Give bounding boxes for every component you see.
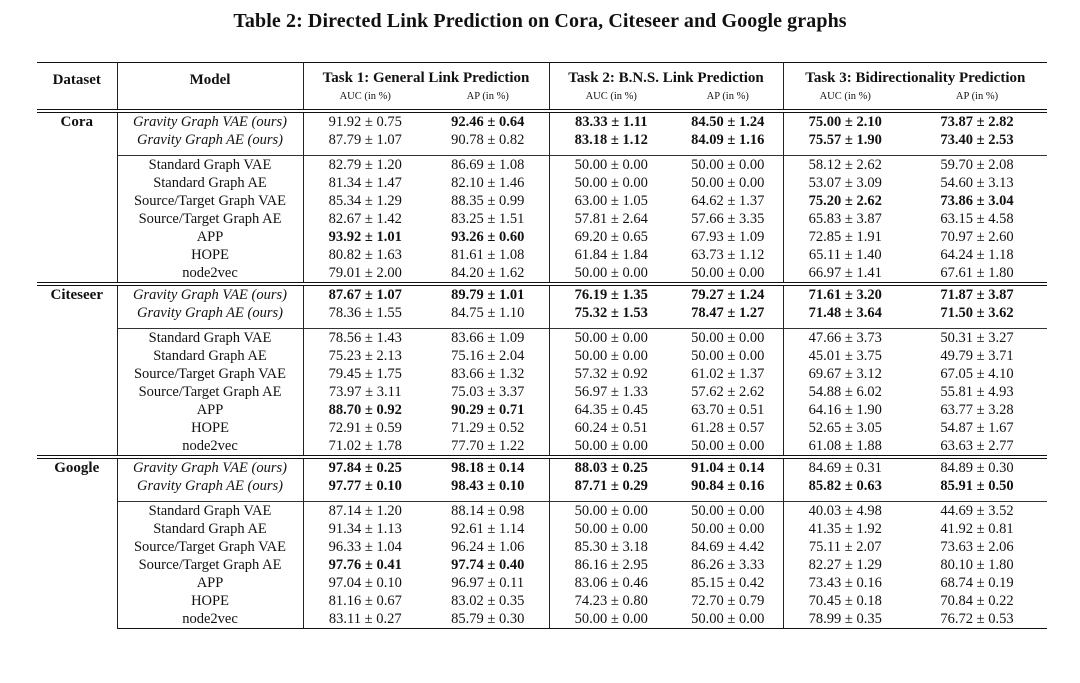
metric-cell: 64.24 ± 1.18 (940, 247, 1014, 263)
metric-cell: 49.79 ± 3.71 (940, 348, 1014, 364)
model-name: Source/Target Graph VAE (117, 538, 303, 556)
table-row (37, 329, 1047, 348)
metric-cell: 63.63 ± 2.77 (940, 438, 1014, 454)
metric-cell: 85.79 ± 0.30 (427, 610, 549, 629)
model-name: Standard Graph VAE (117, 329, 303, 348)
model-name: Standard Graph AE (117, 174, 303, 192)
metric-cell: 80.82 ± 1.63 (328, 247, 402, 263)
metric-cell: 50.00 ± 0.00 (673, 174, 783, 192)
metric-cell: 50.00 ± 0.00 (549, 329, 673, 348)
model-name: node2vec (117, 264, 303, 284)
model-name: Source/Target Graph VAE (117, 192, 303, 210)
table-row (37, 210, 1047, 228)
metric-cell: 50.00 ± 0.00 (673, 520, 783, 538)
results-body (37, 111, 1047, 629)
metric-cell: 97.04 ± 0.10 (328, 575, 402, 591)
model-name: APP (117, 574, 303, 592)
metric-cell: 87.79 ± 1.07 (328, 132, 402, 148)
metric-cell: 63.15 ± 4.58 (940, 211, 1014, 227)
metric-cell: 69.67 ± 3.12 (808, 366, 882, 382)
metric-cell: 53.07 ± 3.09 (808, 175, 882, 191)
metric-cell: 78.56 ± 1.43 (303, 329, 427, 348)
metric-cell: 83.06 ± 0.46 (574, 575, 648, 591)
metric-cell: 63.00 ± 1.05 (574, 193, 648, 209)
metric-cell: 57.81 ± 2.64 (574, 211, 648, 227)
task2-auc-header: AUC (in %) (585, 91, 637, 102)
metric-cell: 88.70 ± 0.92 (328, 402, 402, 418)
metric-cell: 92.61 ± 1.14 (427, 520, 549, 538)
model-name: Gravity Graph AE (ours) (117, 304, 303, 322)
table-row (37, 347, 1047, 365)
metric-cell: 87.67 ± 1.07 (303, 284, 427, 304)
metric-cell: 80.10 ± 1.80 (940, 557, 1014, 573)
metric-cell: 97.76 ± 0.41 (328, 557, 402, 573)
table-row (37, 174, 1047, 192)
metric-cell: 90.84 ± 0.16 (673, 477, 783, 495)
metric-cell: 72.85 ± 1.91 (808, 229, 882, 245)
metric-cell: 97.74 ± 0.40 (427, 556, 549, 574)
metric-cell: 84.75 ± 1.10 (427, 304, 549, 322)
metric-cell: 83.11 ± 0.27 (303, 610, 427, 629)
metric-cell: 73.87 ± 2.82 (907, 111, 1047, 131)
metric-cell: 50.00 ± 0.00 (574, 175, 648, 191)
metric-cell: 50.00 ± 0.00 (574, 521, 648, 537)
metric-cell: 57.62 ± 2.62 (673, 383, 783, 401)
model-name: Standard Graph AE (117, 520, 303, 538)
metric-cell: 50.00 ± 0.00 (673, 329, 783, 348)
metric-cell: 91.34 ± 1.13 (328, 521, 402, 537)
metric-cell: 89.79 ± 1.01 (427, 284, 549, 304)
metric-cell: 70.97 ± 2.60 (940, 229, 1014, 245)
table-row (37, 610, 1047, 629)
task2-header: Task 2: B.N.S. Link Prediction (549, 63, 783, 90)
metric-cell: 50.00 ± 0.00 (574, 348, 648, 364)
header-row-tasks (37, 63, 1047, 90)
metric-cell: 52.65 ± 3.05 (808, 420, 882, 436)
metric-cell: 63.77 ± 3.28 (940, 402, 1014, 418)
metric-cell: 82.10 ± 1.46 (427, 174, 549, 192)
metric-cell: 79.01 ± 2.00 (328, 265, 402, 281)
metric-cell: 90.78 ± 0.82 (427, 131, 549, 149)
dataset-name: Google (37, 457, 117, 629)
table-row (37, 111, 1047, 131)
metric-cell: 96.24 ± 1.06 (427, 538, 549, 556)
model-name: Standard Graph VAE (117, 502, 303, 521)
metric-cell: 54.88 ± 6.02 (808, 384, 882, 400)
model-name: Gravity Graph VAE (ours) (117, 111, 303, 131)
metric-cell: 84.69 ± 0.31 (783, 457, 907, 477)
metric-cell: 83.18 ± 1.12 (574, 132, 648, 148)
metric-cell: 71.61 ± 3.20 (783, 284, 907, 304)
metric-cell: 76.19 ± 1.35 (549, 284, 673, 304)
metric-cell: 56.97 ± 1.33 (574, 384, 648, 400)
metric-cell: 83.66 ± 1.09 (427, 329, 549, 348)
metric-cell: 75.32 ± 1.53 (574, 305, 648, 321)
metric-cell: 71.48 ± 3.64 (808, 305, 882, 321)
metric-cell: 64.62 ± 1.37 (673, 192, 783, 210)
metric-cell: 81.61 ± 1.08 (427, 246, 549, 264)
metric-cell: 90.29 ± 0.71 (427, 401, 549, 419)
metric-cell: 72.91 ± 0.59 (328, 420, 402, 436)
model-name: Gravity Graph AE (ours) (117, 477, 303, 495)
metric-cell: 55.81 ± 4.93 (940, 384, 1014, 400)
metric-cell: 50.00 ± 0.00 (549, 156, 673, 175)
model-name: node2vec (117, 437, 303, 457)
metric-cell: 76.72 ± 0.53 (907, 610, 1047, 629)
metric-cell: 68.74 ± 0.19 (940, 575, 1014, 591)
metric-cell: 77.70 ± 1.22 (427, 437, 549, 457)
model-name: HOPE (117, 246, 303, 264)
model-name: APP (117, 401, 303, 419)
metric-cell: 50.00 ± 0.00 (549, 502, 673, 521)
metric-cell: 86.69 ± 1.08 (427, 156, 549, 175)
table-row (37, 437, 1047, 457)
dataset-name: Citeseer (37, 284, 117, 457)
metric-cell: 96.97 ± 0.11 (427, 574, 549, 592)
model-name: Gravity Graph VAE (ours) (117, 284, 303, 304)
metric-cell: 98.43 ± 0.10 (427, 477, 549, 495)
metric-cell: 83.66 ± 1.32 (427, 365, 549, 383)
metric-cell: 50.00 ± 0.00 (574, 438, 648, 454)
table-row (37, 419, 1047, 437)
metric-cell: 84.50 ± 1.24 (673, 111, 783, 131)
table-caption: Table 2: Directed Link Prediction on Cora, Citeseer and Google graphs (233, 10, 847, 32)
task1-ap-header: AP (in %) (427, 89, 549, 111)
table-row (37, 246, 1047, 264)
model-name: Source/Target Graph VAE (117, 365, 303, 383)
metric-cell: 70.45 ± 0.18 (808, 593, 882, 609)
metric-cell: 73.86 ± 3.04 (940, 193, 1014, 209)
metric-cell: 75.20 ± 2.62 (808, 193, 882, 209)
metric-cell: 71.50 ± 3.62 (940, 305, 1014, 321)
task2-ap-header: AP (in %) (673, 89, 783, 111)
metric-cell: 75.03 ± 3.37 (427, 383, 549, 401)
results-table (37, 62, 1047, 629)
table-row (37, 228, 1047, 246)
metric-cell: 75.16 ± 2.04 (427, 347, 549, 365)
metric-cell: 67.61 ± 1.80 (940, 265, 1014, 281)
model-name: node2vec (117, 610, 303, 629)
metric-cell: 75.23 ± 2.13 (328, 348, 402, 364)
metric-cell: 65.83 ± 3.87 (808, 211, 882, 227)
metric-cell: 50.31 ± 3.27 (907, 329, 1047, 348)
metric-cell: 88.14 ± 0.98 (427, 502, 549, 521)
model-name: Source/Target Graph AE (117, 556, 303, 574)
table-row (37, 284, 1047, 304)
metric-cell: 98.18 ± 0.14 (427, 457, 549, 477)
metric-cell: 97.84 ± 0.25 (303, 457, 427, 477)
metric-cell: 85.15 ± 0.42 (673, 574, 783, 592)
metric-cell: 78.47 ± 1.27 (673, 304, 783, 322)
metric-cell: 57.32 ± 0.92 (574, 366, 648, 382)
table-row (37, 574, 1047, 592)
model-name: Source/Target Graph AE (117, 210, 303, 228)
metric-cell: 96.33 ± 1.04 (328, 539, 402, 555)
metric-cell: 81.16 ± 0.67 (328, 593, 402, 609)
metric-cell: 63.73 ± 1.12 (673, 246, 783, 264)
metric-cell: 61.08 ± 1.88 (808, 438, 882, 454)
metric-cell: 50.00 ± 0.00 (549, 610, 673, 629)
metric-cell: 88.03 ± 0.25 (549, 457, 673, 477)
metric-cell: 91.04 ± 0.14 (673, 457, 783, 477)
table-row (37, 592, 1047, 610)
metric-cell: 50.00 ± 0.00 (673, 156, 783, 175)
metric-cell: 73.97 ± 3.11 (328, 384, 402, 400)
metric-cell: 41.35 ± 1.92 (808, 521, 882, 537)
metric-cell: 92.46 ± 0.64 (427, 111, 549, 131)
model-name: Gravity Graph AE (ours) (117, 131, 303, 149)
metric-cell: 84.89 ± 0.30 (907, 457, 1047, 477)
metric-cell: 97.77 ± 0.10 (328, 478, 402, 494)
metric-cell: 54.60 ± 3.13 (940, 175, 1014, 191)
metric-cell: 71.87 ± 3.87 (907, 284, 1047, 304)
table-row (37, 264, 1047, 284)
metric-cell: 85.82 ± 0.63 (808, 478, 882, 494)
metric-cell: 93.92 ± 1.01 (328, 229, 402, 245)
metric-cell: 72.70 ± 0.79 (673, 592, 783, 610)
table-row (37, 538, 1047, 556)
metric-cell: 65.11 ± 1.40 (808, 247, 882, 263)
metric-cell: 87.14 ± 1.20 (303, 502, 427, 521)
model-name: Gravity Graph VAE (ours) (117, 457, 303, 477)
table-row (37, 156, 1047, 175)
metric-cell: 63.70 ± 0.51 (673, 401, 783, 419)
metric-cell: 41.92 ± 0.81 (940, 521, 1014, 537)
metric-cell: 64.35 ± 0.45 (574, 402, 648, 418)
metric-cell: 93.26 ± 0.60 (427, 228, 549, 246)
metric-cell: 79.27 ± 1.24 (673, 284, 783, 304)
metric-cell: 84.09 ± 1.16 (673, 131, 783, 149)
metric-cell: 60.24 ± 0.51 (574, 420, 648, 436)
metric-cell: 58.12 ± 2.62 (783, 156, 907, 175)
model-name: Standard Graph AE (117, 347, 303, 365)
metric-cell: 85.34 ± 1.29 (328, 193, 402, 209)
table-row (37, 556, 1047, 574)
metric-cell: 86.16 ± 2.95 (574, 557, 648, 573)
model-name: Standard Graph VAE (117, 156, 303, 175)
metric-cell: 88.35 ± 0.99 (427, 192, 549, 210)
metric-cell: 50.00 ± 0.00 (673, 264, 783, 284)
task1-header: Task 1: General Link Prediction (303, 63, 549, 90)
metric-cell: 78.36 ± 1.55 (328, 305, 402, 321)
metric-cell: 45.01 ± 3.75 (808, 348, 882, 364)
metric-cell: 87.71 ± 0.29 (574, 478, 648, 494)
task3-auc-header: AUC (in %) (819, 91, 871, 102)
metric-cell: 70.84 ± 0.22 (940, 593, 1014, 609)
table-row (37, 401, 1047, 419)
metric-cell: 50.00 ± 0.00 (673, 502, 783, 521)
metric-cell: 67.05 ± 4.10 (940, 366, 1014, 382)
metric-cell: 40.03 ± 4.98 (783, 502, 907, 521)
table-row (37, 131, 1047, 149)
metric-cell: 91.92 ± 0.75 (303, 111, 427, 131)
metric-cell: 47.66 ± 3.73 (783, 329, 907, 348)
metric-cell: 69.20 ± 0.65 (574, 229, 648, 245)
table-row (37, 192, 1047, 210)
metric-cell: 73.63 ± 2.06 (940, 539, 1014, 555)
metric-cell: 50.00 ± 0.00 (673, 347, 783, 365)
model-name: HOPE (117, 592, 303, 610)
metric-cell: 86.26 ± 3.33 (673, 556, 783, 574)
metric-cell: 75.57 ± 1.90 (808, 132, 882, 148)
metric-cell: 61.02 ± 1.37 (673, 365, 783, 383)
metric-cell: 83.33 ± 1.11 (549, 111, 673, 131)
table-row (37, 477, 1047, 495)
metric-cell: 75.00 ± 2.10 (783, 111, 907, 131)
table-row (37, 383, 1047, 401)
model-name: HOPE (117, 419, 303, 437)
task3-header: Task 3: Bidirectionality Prediction (783, 63, 1047, 90)
table-row (37, 365, 1047, 383)
metric-cell: 82.27 ± 1.29 (808, 557, 882, 573)
metric-cell: 81.34 ± 1.47 (328, 175, 402, 191)
metric-cell: 73.43 ± 0.16 (808, 575, 882, 591)
metric-cell: 84.69 ± 4.42 (673, 538, 783, 556)
model-name: APP (117, 228, 303, 246)
metric-cell: 61.84 ± 1.84 (574, 247, 648, 263)
metric-cell: 74.23 ± 0.80 (574, 593, 648, 609)
metric-cell: 66.97 ± 1.41 (808, 265, 882, 281)
model-name: Source/Target Graph AE (117, 383, 303, 401)
metric-cell: 57.66 ± 3.35 (673, 210, 783, 228)
table-row (37, 304, 1047, 322)
metric-cell: 82.79 ± 1.20 (303, 156, 427, 175)
metric-cell: 75.11 ± 2.07 (808, 539, 882, 555)
metric-cell: 59.70 ± 2.08 (907, 156, 1047, 175)
metric-cell: 71.02 ± 1.78 (328, 438, 402, 454)
metric-cell: 83.02 ± 0.35 (427, 592, 549, 610)
dataset-header: Dataset (37, 63, 117, 112)
metric-cell: 67.93 ± 1.09 (673, 228, 783, 246)
table-row (37, 520, 1047, 538)
metric-cell: 82.67 ± 1.42 (328, 211, 402, 227)
metric-cell: 54.87 ± 1.67 (940, 420, 1014, 436)
results-table-container (37, 62, 1047, 629)
table-row (37, 502, 1047, 521)
table-row (37, 457, 1047, 477)
task1-auc-header: AUC (in %) (339, 91, 391, 102)
metric-cell: 71.29 ± 0.52 (427, 419, 549, 437)
metric-cell: 44.69 ± 3.52 (907, 502, 1047, 521)
metric-cell: 50.00 ± 0.00 (673, 610, 783, 629)
metric-cell: 64.16 ± 1.90 (808, 402, 882, 418)
metric-cell: 78.99 ± 0.35 (783, 610, 907, 629)
metric-cell: 79.45 ± 1.75 (328, 366, 402, 382)
metric-cell: 50.00 ± 0.00 (673, 437, 783, 457)
dataset-name: Cora (37, 111, 117, 284)
metric-cell: 85.91 ± 0.50 (940, 478, 1014, 494)
metric-cell: 85.30 ± 3.18 (574, 539, 648, 555)
metric-cell: 83.25 ± 1.51 (427, 210, 549, 228)
metric-cell: 50.00 ± 0.00 (574, 265, 648, 281)
task3-ap-header: AP (in %) (955, 91, 999, 102)
model-header: Model (117, 63, 303, 112)
metric-cell: 84.20 ± 1.62 (427, 264, 549, 284)
metric-cell: 73.40 ± 2.53 (940, 132, 1014, 148)
metric-cell: 61.28 ± 0.57 (673, 419, 783, 437)
